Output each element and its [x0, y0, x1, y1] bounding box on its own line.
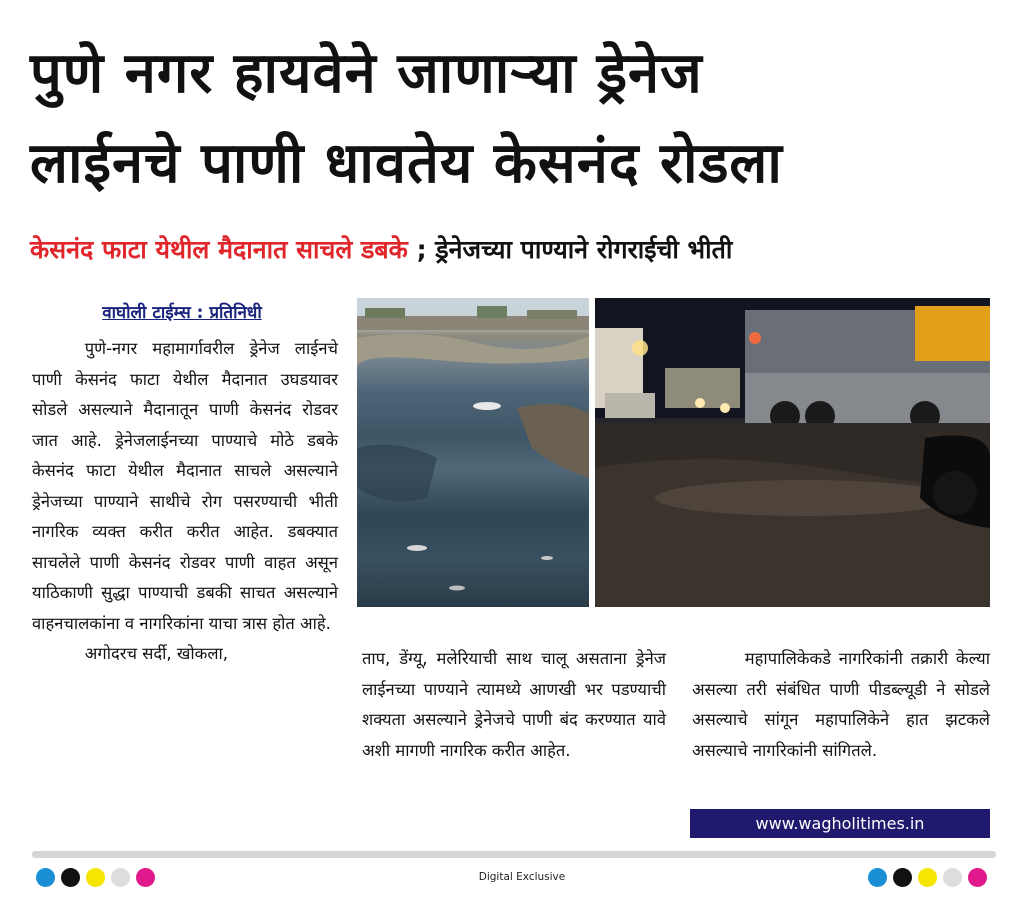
cyan-dot [36, 868, 55, 887]
bottom-divider [32, 851, 996, 858]
photo-night-road [595, 298, 990, 607]
website-link[interactable]: www.wagholitimes.in [690, 809, 990, 838]
black-dot [893, 868, 912, 887]
gray-dot [943, 868, 962, 887]
byline: वाघोली टाईम्स : प्रतिनिधी [102, 303, 262, 323]
registration-marks-left [36, 868, 155, 887]
yellow-dot [86, 868, 105, 887]
registration-marks-right [868, 868, 987, 887]
article-column-2 [362, 644, 666, 766]
magenta-dot [968, 868, 987, 887]
magenta-dot [136, 868, 155, 887]
article-paragraph: अगोदरच सर्दी, खोकला, [84, 644, 229, 663]
photo-night-road-image [595, 298, 990, 607]
footer-label: Digital Exclusive [478, 871, 566, 883]
article-paragraph: पुणे-नगर महामार्गावरील ड्रेनेज लाईनचे पाणी केसनंद फाटा येथील मैदानात उघडयावर सोडले असल्याने मैदानातून पाणी केसनंद रोडवर जात आहे. ड्रेनेजलाईनच्या पाण्याचे मोठे डबके केसनंद फाटा येथील मैदानात साचले असल्याने ड्रेनेजच्या पाण्याने साथीचे रोग पसरण्याची भीती नागरिक व्यक्त करीत करीत आहेत. डबक्यात साचलेले पाणी केसनंद रोडवर पाणी वाहत असून याठिकाणी सुद्धा पाण्याची डबकी साचत असल्याने वाहनचालकांना व नागरिकांना याचा त्रास होत आहे. [32, 339, 338, 633]
photo-waterlogged-ground [357, 298, 589, 607]
article-paragraph: महापालिकेकडे नागरिकांनी तक्रारी केल्या असल्या तरी संबंधित पाणी पीडब्ल्यूडी ने सोडले असल्याचे सांगून महापालिकेने हात झटकले असल्याचे नागरिकांनी सांगितले. [692, 649, 990, 760]
article-column-1 [32, 334, 338, 670]
subheadline-black: ; ड्रेनेजच्या पाण्याने रोगराईची भीती [407, 235, 733, 264]
black-dot [61, 868, 80, 887]
subheadline [30, 230, 1000, 270]
photo-waterlogged-ground-image [357, 298, 589, 607]
headline-line-2: लाईनचे पाणी धावतेय केसनंद रोडला [30, 131, 783, 196]
article-column-3 [692, 644, 990, 766]
cyan-dot [868, 868, 887, 887]
article-paragraph: ताप, डेंग्यू, मलेरियाची साथ चालू असताना ड्रेनेज लाईनच्या पाण्याने त्यामध्ये आणखी भर पडण्याची शक्यता असल्याने ड्रेनेजचे पाणी बंद करण्यात यावे अशी मागणी नागरिक करीत आहेत. [362, 649, 666, 760]
headline-line-1: पुणे नगर हायवेने जाणाऱ्या ड्रेनेज [30, 41, 703, 106]
subheadline-red: केसनंद फाटा येथील मैदानात साचले डबके [30, 235, 408, 264]
gray-dot [111, 868, 130, 887]
yellow-dot [918, 868, 937, 887]
